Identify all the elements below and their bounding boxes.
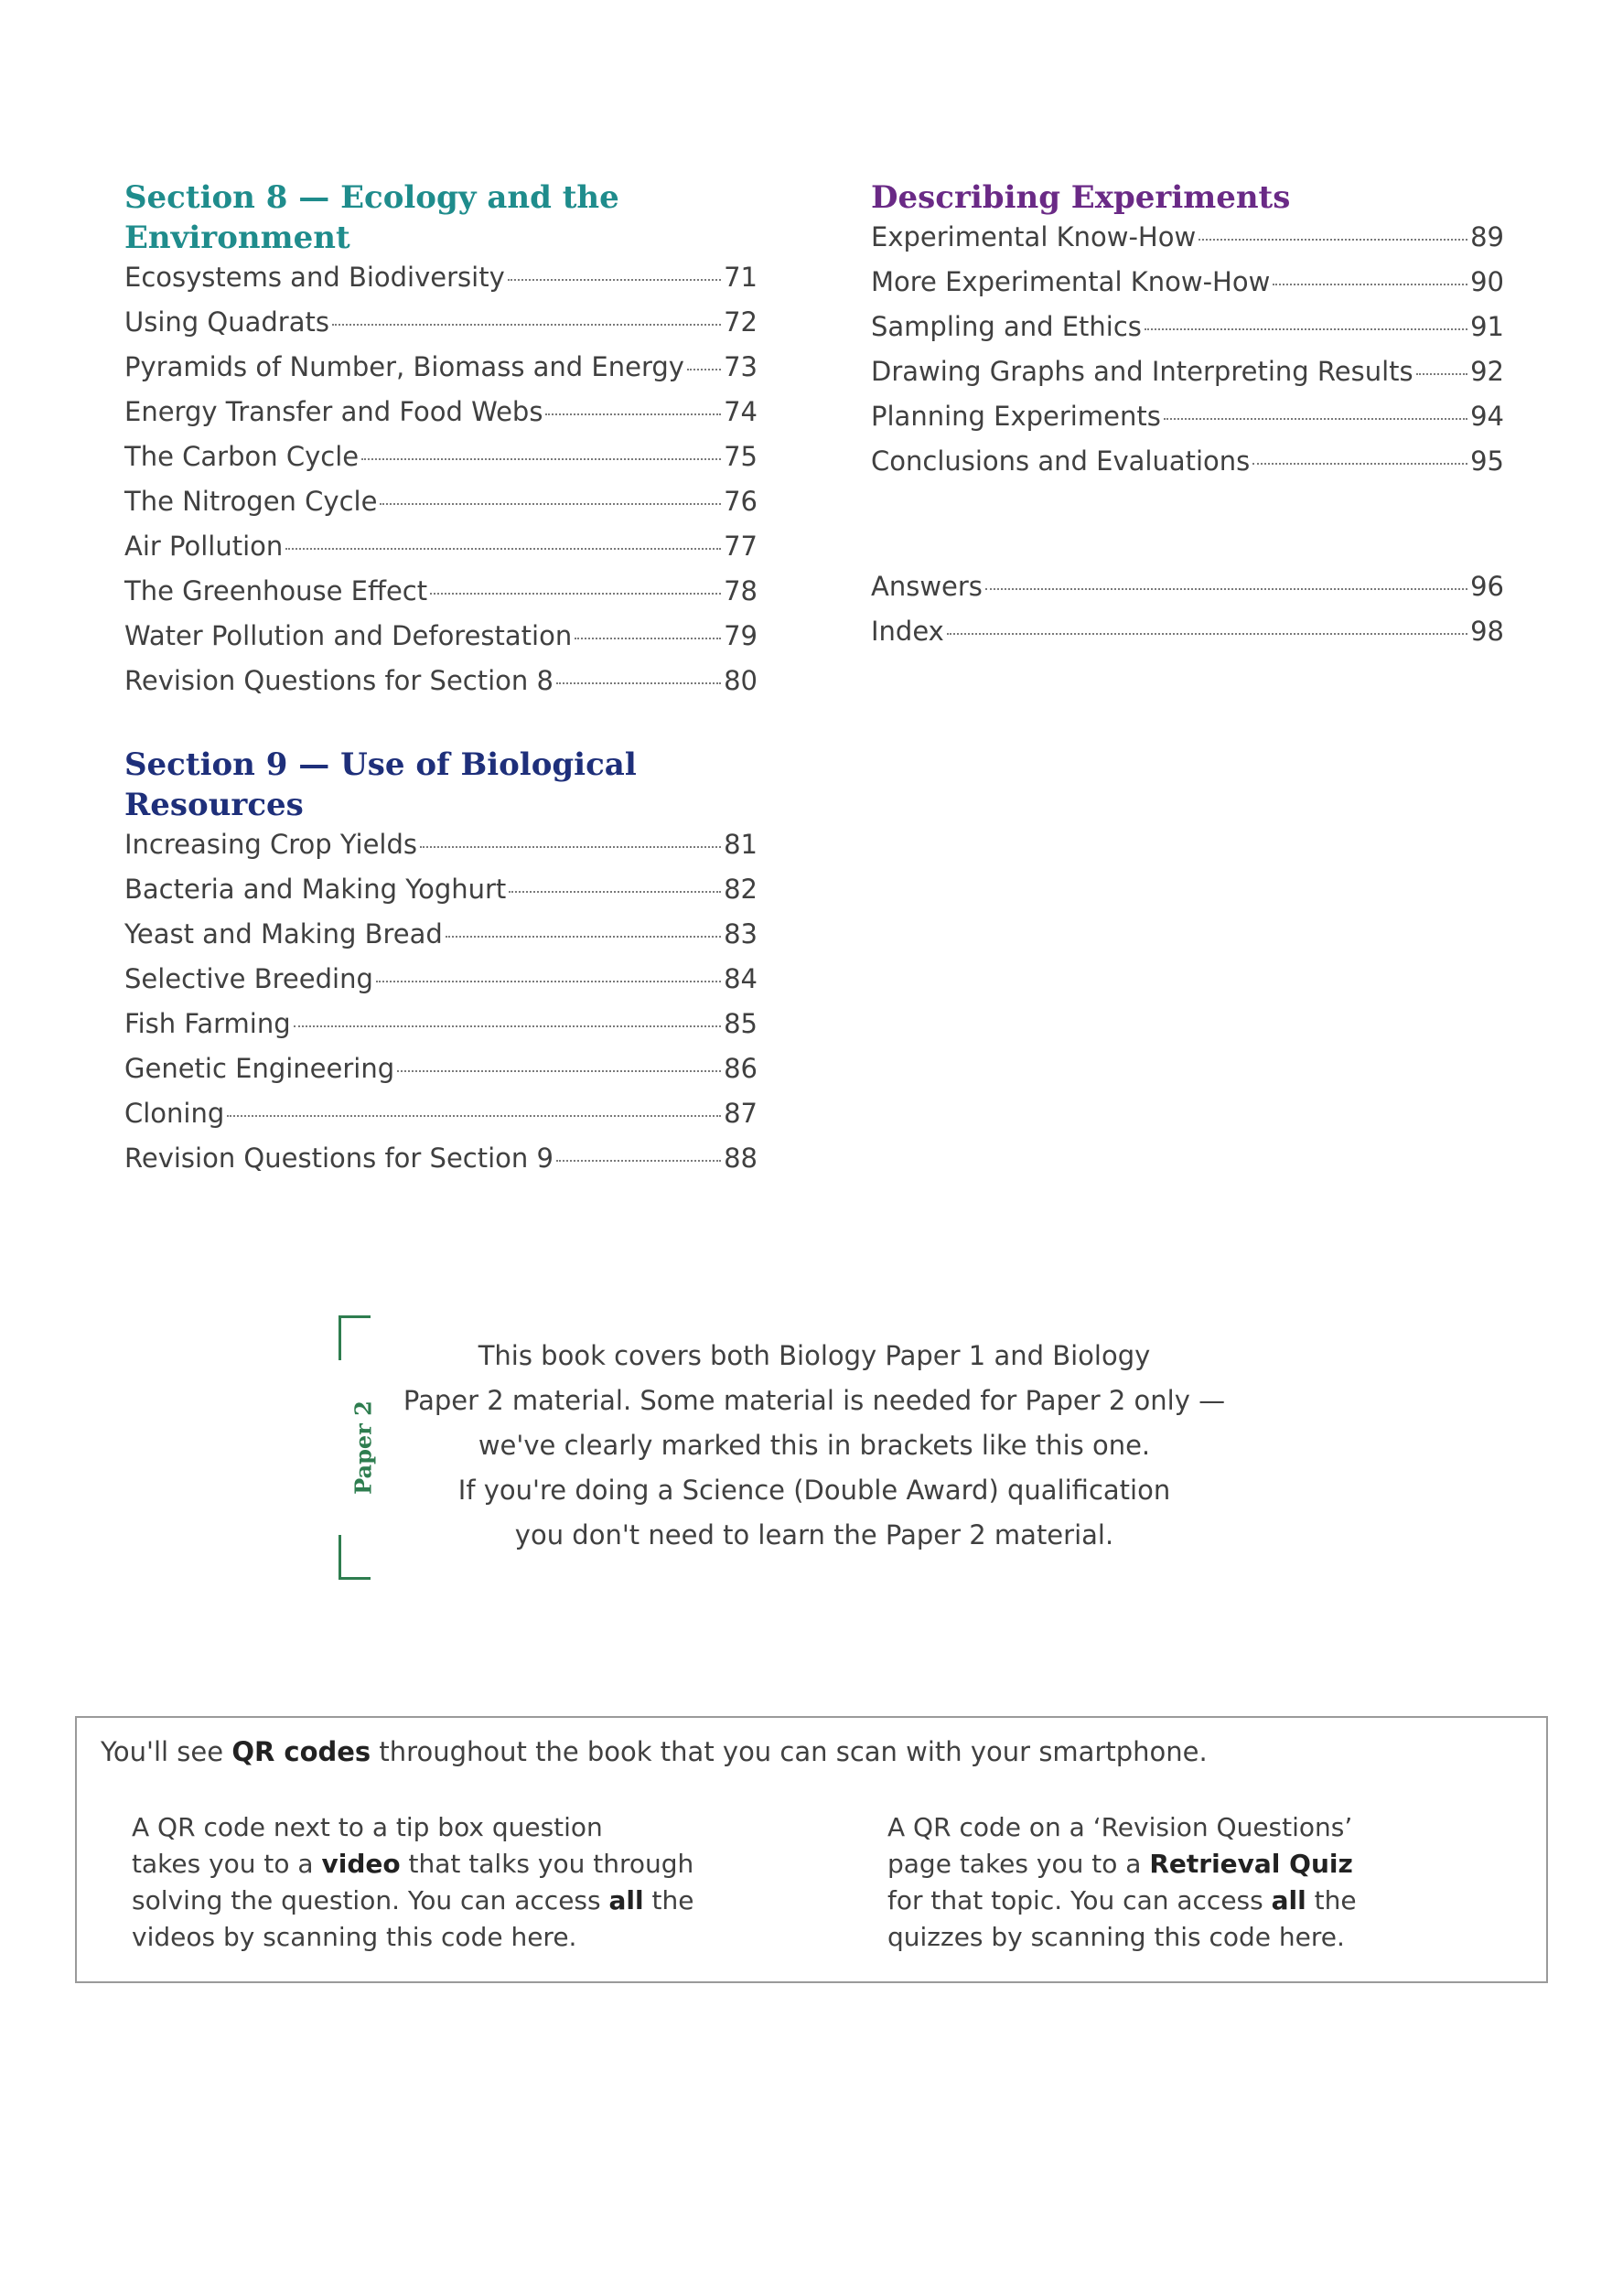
qr-left-line2-pre: takes you to a (132, 1849, 322, 1879)
bracket-top (339, 1315, 371, 1360)
toc-entry (124, 262, 758, 306)
toc-dot-leader (446, 936, 721, 938)
toc-dot-leader (1416, 373, 1467, 375)
qr-intro-pre: You'll see (101, 1736, 232, 1767)
toc-entry-page: 92 (1470, 356, 1504, 387)
experiments-list (871, 221, 1504, 490)
toc-entry-title: Index (871, 616, 944, 647)
describing-experiments (871, 177, 1504, 490)
qr-intro-post: throughout the book that you can scan with your smartphone. (371, 1736, 1208, 1767)
toc-entry-title: Conclusions and Evaluations (871, 445, 1251, 477)
toc-entry-title: Cloning (124, 1098, 225, 1129)
toc-entry-page: 82 (724, 874, 758, 905)
toc-entry-title: Pyramids of Number, Biomass and Energy (124, 351, 684, 382)
qr-left-line4: videos by scanning this code here. (132, 1922, 577, 1952)
note-line: you don't need to learn the Paper 2 material. (514, 1519, 1114, 1550)
qr-right-line3-bold: all (1271, 1885, 1306, 1915)
toc-dot-leader (556, 682, 721, 684)
toc-entry (124, 1008, 758, 1053)
toc-entry-page: 86 (724, 1053, 758, 1084)
toc-entry-title: Sampling and Ethics (871, 311, 1142, 342)
qr-left-line3 (132, 1883, 699, 1919)
toc-entry (124, 1143, 758, 1187)
toc-entry-title: Energy Transfer and Food Webs (124, 396, 543, 427)
qr-right-line3-pre: for that topic. You can access (887, 1885, 1272, 1915)
toc-dot-leader (380, 503, 721, 505)
qr-intro (101, 1736, 1208, 1767)
toc-entry-title: Selective Breeding (124, 963, 373, 994)
toc-dot-leader (1252, 463, 1467, 465)
toc-entry-title: Air Pollution (124, 531, 284, 562)
section-8-heading-line2: Environment (124, 220, 350, 256)
toc-dot-leader (430, 593, 721, 595)
qr-intro-bold: QR codes (231, 1736, 371, 1767)
toc-dot-leader (947, 633, 1467, 635)
bracket-bottom (339, 1535, 371, 1580)
toc-entry-page: 94 (1470, 401, 1504, 432)
experiments-heading: Describing Experiments (871, 179, 1291, 216)
toc-dot-leader (509, 891, 721, 893)
qr-left-line2-bold: video (321, 1849, 401, 1879)
qr-left-line2-post: that talks you through (400, 1849, 694, 1879)
qr-right-line2 (887, 1846, 1455, 1883)
toc-entry-title: The Nitrogen Cycle (124, 486, 378, 517)
toc-dot-leader (1164, 418, 1467, 420)
qr-left-line3-bold: all (608, 1885, 644, 1915)
toc-dot-leader (332, 324, 721, 326)
toc-entry-title: Genetic Engineering (124, 1053, 395, 1084)
toc-entry-page: 77 (724, 531, 758, 562)
qr-right-line3-post: the (1306, 1885, 1357, 1915)
appendix-list (871, 571, 1504, 660)
toc-entry (124, 963, 758, 1008)
qr-right-line2-pre: page takes you to a (887, 1849, 1150, 1879)
section-8 (124, 177, 758, 710)
note-line: we've clearly marked this in brackets like this one. (478, 1430, 1151, 1461)
toc-entry-page: 73 (724, 351, 758, 382)
toc-entry-page: 75 (724, 441, 758, 472)
toc-entry-page: 90 (1470, 266, 1504, 297)
section-9-heading-line1: Section 9 — Use of Biological (124, 746, 637, 783)
toc-entry-page: 79 (724, 620, 758, 651)
toc-entry-title: Increasing Crop Yields (124, 829, 418, 860)
toc-entry-page: 98 (1470, 616, 1504, 647)
toc-entry-title: More Experimental Know-How (871, 266, 1271, 297)
toc-entry-title: Bacteria and Making Yoghurt (124, 874, 507, 905)
qr-left-line1: A QR code next to a tip box question (132, 1812, 603, 1842)
toc-entry (124, 620, 758, 665)
toc-entry (871, 401, 1504, 445)
toc-entry-title: Answers (871, 571, 983, 602)
toc-entry-page: 76 (724, 486, 758, 517)
toc-entry (124, 829, 758, 874)
qr-left-line2 (132, 1846, 699, 1883)
toc-entry (871, 356, 1504, 401)
paper-2-note-text (403, 1334, 1226, 1558)
toc-entry (124, 306, 758, 351)
qr-right-line3 (887, 1883, 1455, 1919)
toc-dot-leader (556, 1160, 721, 1162)
toc-entry-page: 91 (1470, 311, 1504, 342)
toc-entry-page: 83 (724, 918, 758, 950)
qr-quiz-info (887, 1809, 1455, 1956)
toc-entry-title: Revision Questions for Section 8 (124, 665, 554, 696)
note-line: Paper 2 material. Some material is needed for Paper 2 only — (403, 1385, 1226, 1416)
section-9-heading-line2: Resources (124, 787, 304, 823)
toc-entry-page: 85 (724, 1008, 758, 1039)
toc-entry-title: The Greenhouse Effect (124, 575, 428, 606)
toc-entry-title: Fish Farming (124, 1008, 291, 1039)
toc-entry-page: 87 (724, 1098, 758, 1129)
qr-right-line1: A QR code on a ‘Revision Questions’ (887, 1812, 1353, 1842)
toc-entry (871, 311, 1504, 356)
qr-right-line2-bold: Retrieval Quiz (1149, 1849, 1353, 1879)
toc-dot-leader (1145, 328, 1467, 330)
toc-dot-leader (1273, 284, 1467, 285)
toc-entry-page: 96 (1470, 571, 1504, 602)
toc-entry (871, 445, 1504, 490)
toc-entry-title: Ecosystems and Biodiversity (124, 262, 505, 293)
toc-entry-title: Water Pollution and Deforestation (124, 620, 573, 651)
section-9-heading (124, 745, 758, 825)
section-9 (124, 745, 758, 1187)
toc-dot-leader (985, 588, 1467, 590)
toc-entry-page: 81 (724, 829, 758, 860)
toc-dot-leader (397, 1070, 721, 1072)
appendix (871, 571, 1504, 660)
toc-dot-leader (575, 638, 721, 639)
toc-entry-title: Yeast and Making Bread (124, 918, 443, 950)
toc-entry (124, 396, 758, 441)
qr-codes-info-box (75, 1716, 1548, 1983)
toc-dot-leader (508, 279, 721, 281)
qr-video-info (132, 1809, 699, 1956)
toc-left-column (124, 177, 758, 1187)
toc-entry-title: The Carbon Cycle (124, 441, 360, 472)
toc-entry (124, 531, 758, 575)
toc-entry-page: 74 (724, 396, 758, 427)
toc-entry-title: Planning Experiments (871, 401, 1161, 432)
qr-right-line4: quizzes by scanning this code here. (887, 1922, 1345, 1952)
toc-right-column (871, 177, 1504, 660)
toc-entry-title: Experimental Know-How (871, 221, 1197, 252)
toc-entry-page: 95 (1470, 445, 1504, 477)
toc-dot-leader (420, 846, 721, 848)
toc-entry-page: 78 (724, 575, 758, 606)
toc-entry (124, 918, 758, 963)
toc-entry (124, 665, 758, 710)
toc-entry (124, 441, 758, 486)
toc-entry (871, 616, 1504, 660)
toc-dot-leader (376, 981, 721, 982)
toc-entry (871, 266, 1504, 311)
paper-2-note (339, 1315, 1226, 1581)
toc-entry-title: Using Quadrats (124, 306, 329, 338)
toc-dot-leader (227, 1115, 721, 1117)
note-line: This book covers both Biology Paper 1 and Biology (478, 1340, 1151, 1371)
section-8-heading-line1: Section 8 — Ecology and the (124, 179, 619, 216)
toc-entry-page: 71 (724, 262, 758, 293)
toc-entry-page: 88 (724, 1143, 758, 1174)
toc-entry (124, 1098, 758, 1143)
paper-2-label: Paper 2 (349, 1400, 377, 1495)
toc-entry (124, 1053, 758, 1098)
toc-entry-title: Revision Questions for Section 9 (124, 1143, 554, 1174)
toc-dot-leader (1198, 239, 1467, 241)
toc-entry-page: 80 (724, 665, 758, 696)
toc-entry (871, 221, 1504, 266)
toc-entry (871, 571, 1504, 616)
toc-entry (124, 874, 758, 918)
section-8-list (124, 262, 758, 710)
toc-entry-page: 89 (1470, 221, 1504, 252)
toc-dot-leader (285, 548, 721, 550)
section-8-heading (124, 177, 758, 258)
toc-dot-leader (294, 1025, 721, 1027)
section-9-list (124, 829, 758, 1187)
toc-entry (124, 351, 758, 396)
toc-dot-leader (687, 369, 721, 370)
qr-left-line3-post: the (643, 1885, 694, 1915)
note-line: If you're doing a Science (Double Award) qualification (457, 1475, 1171, 1506)
toc-dot-leader (545, 413, 721, 415)
toc-entry-page: 84 (724, 963, 758, 994)
toc-dot-leader (361, 458, 721, 460)
toc-entry (124, 575, 758, 620)
qr-left-line3-pre: solving the question. You can access (132, 1885, 609, 1915)
toc-entry-title: Drawing Graphs and Interpreting Results (871, 356, 1413, 387)
toc-entry (124, 486, 758, 531)
toc-entry-page: 72 (724, 306, 758, 338)
